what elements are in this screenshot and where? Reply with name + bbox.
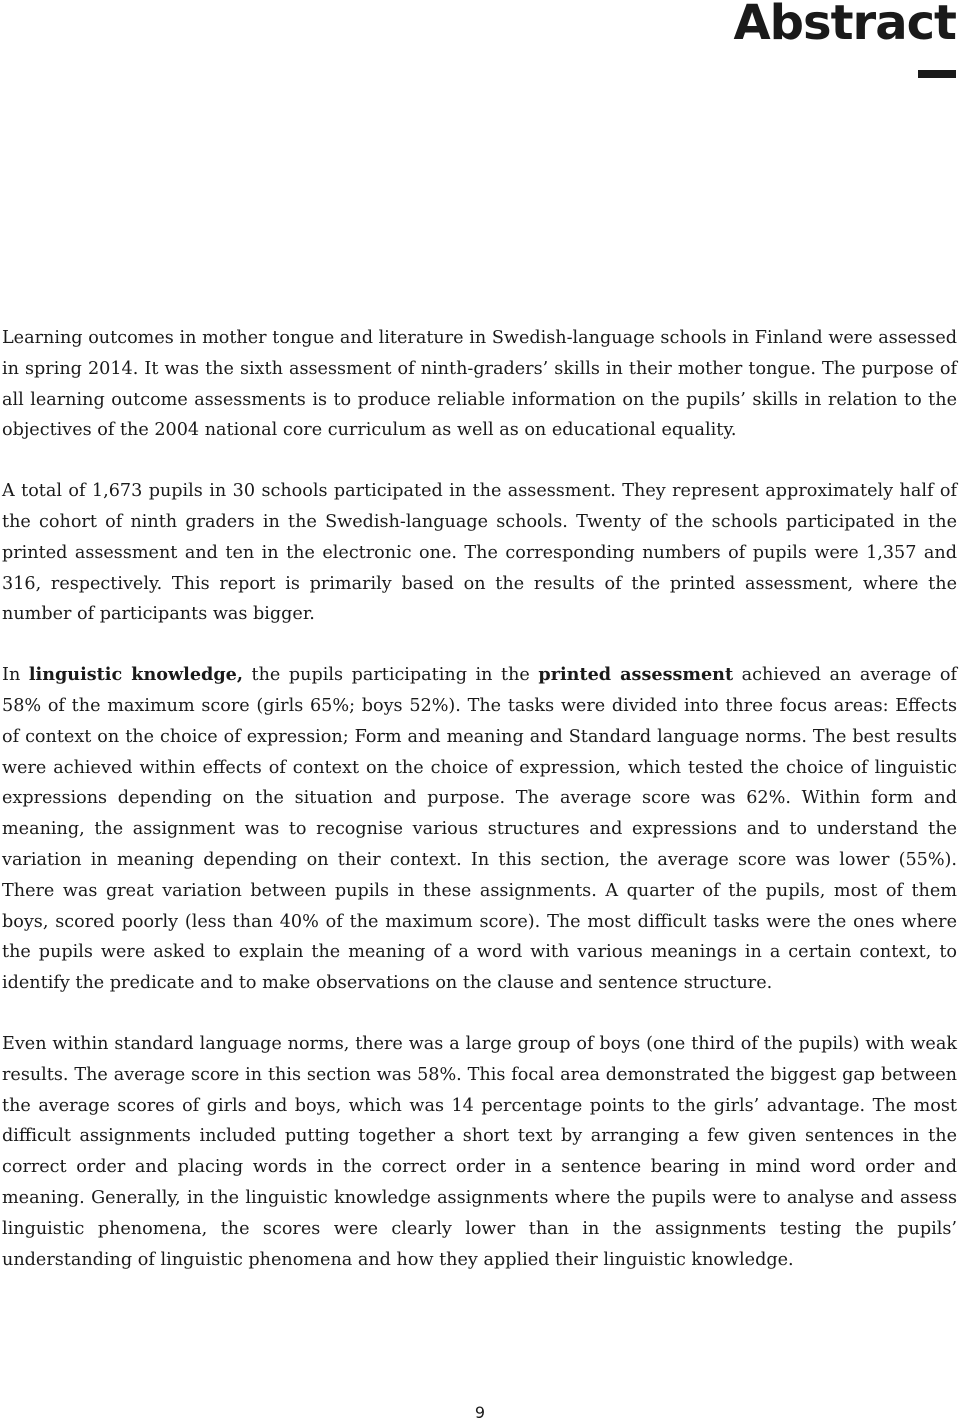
bold-term-printed-assessment: printed assessment [538,664,734,686]
text-run: achieved an average of 58% of the maximum score (girls 65%; boys 52%). The tasks were divided into three focus areas: Effects of context on the choice of expression; Form and meaning and Standard language norms. The best results were achieved within effects of context on the choice of expression, which tested the choice of linguistic expressions depending on the situation and purpose. The average score was 62%. Within form and meaning, the assignment was to recognise various structures and expressions and to understand the variation in meaning depending on their context. In this section, the average score was lower (55%). There was great variation between pupils in these assignments. A quarter of the pupils, most of them boys, scored poorly (less than 40% of the maximum score). The most difficult tasks were the ones where the pupils were asked to explain the meaning of a word with various meanings in a certain context, to identify the predicate and to make observations on the clause and sentence structure. [2,665,957,994]
title-rule [918,70,956,78]
page-number: 9 [474,1403,486,1422]
bold-term-linguistic-knowledge: linguistic knowledge, [28,664,243,686]
paragraph-participants: A total of 1,673 pupils in 30 schools participated in the assessment. They represent approximately half of the cohort of ninth graders in the Swedish-language schools. Twenty of the schools participated in the printed assessment and ten in the electronic one. The corresponding numbers of pupils were 1,357 and 316, respectively. This report is primarily based on the results of the printed assessment, where the number of participants was bigger. [2,481,957,625]
page-title: Abstract [733,0,956,51]
text-run: the pupils participating in the [242,665,539,686]
paragraph-linguistic-knowledge [2,660,957,999]
paragraph-standard-language-norms: Even within standard language norms, there was a large group of boys (one third of the pupils) with weak results. The average score in this section was 58%. This focal area demonstrated the biggest gap between the average scores of girls and boys, which was 14 percentage points to the girls’ advantage. The most difficult assignments included putting together a short text by arranging a few given sentences in the correct order and placing words in the correct order in a sentence bearing in mind word order and meaning. Generally, in the linguistic knowledge assignments where the pupils were to analyse and assess linguistic phenomena, the scores were clearly lower than in the assignments testing the pupils’ understanding of linguistic phenomena and how they applied their linguistic knowledge. [2,1033,957,1270]
text-run: In [2,665,29,686]
paragraph-introduction: Learning outcomes in mother tongue and literature in Swedish-language schools in Finland were assessed in spring 2014. It was the sixth assessment of ninth-graders’ skills in their mother tongue. The purpose of all learning outcome assessments is to produce reliable information on the pupils’ skills in relation to the objectives of the 2004 national core curriculum as well as on educational equality. [2,328,957,441]
abstract-body [2,323,957,1275]
